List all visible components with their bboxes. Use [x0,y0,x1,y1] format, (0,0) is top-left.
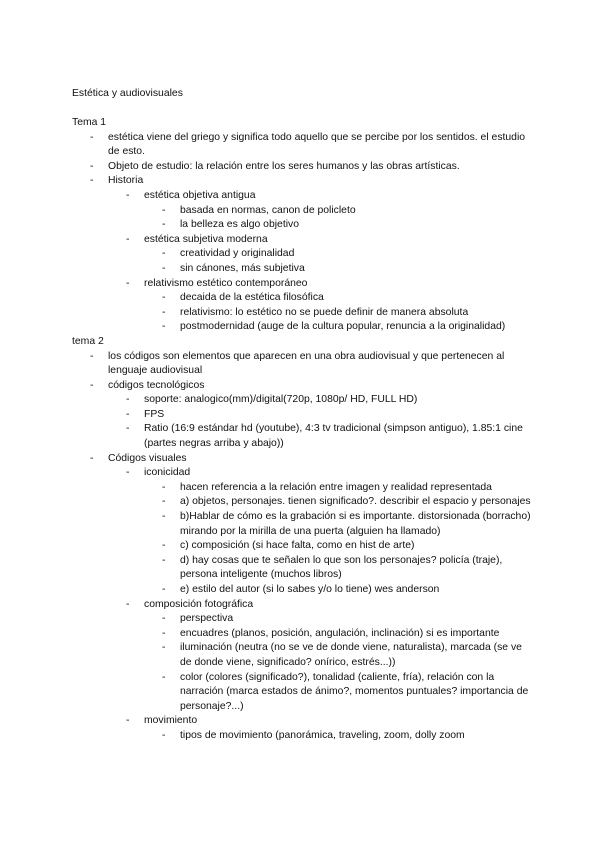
list-item [72,277,532,292]
list-item-text: creatividad y originalidad [180,248,295,260]
bullet-dash-icon: - [90,379,94,391]
list-item [72,583,532,598]
list-item [72,408,532,423]
bullet-dash-icon: - [162,204,166,216]
list-item [72,291,532,306]
list-item-text: códigos tecnológicos [108,379,205,391]
bullet-dash-icon: - [162,554,166,566]
document-body [72,116,532,744]
section-heading: Tema 1 [72,117,107,128]
list-item [72,481,532,496]
bullet-dash-icon: - [90,350,94,362]
list-item [72,218,532,233]
bullet-dash-icon: - [90,160,94,172]
list-item-text: b)Hablar de cómo es la grabación si es importante. distorsionada (borracho) mirando por la mirilla de una puerta (alguien ha llamado) [180,511,531,537]
bullet-dash-icon: - [162,292,166,304]
list-item [72,495,532,510]
list-item-text: color (colores (significado?), tonalidad (caliente, fría), relación con la narración (marca estados de ánimo?, momentos puntuales? importancia de personaje?...) [180,671,529,712]
list-item [72,539,532,554]
list-item [72,204,532,219]
list-item-text: la belleza es algo objetivo [180,219,299,231]
list-item [72,306,532,321]
bullet-dash-icon: - [126,233,130,245]
list-item-text: postmodernidad (auge de la cultura popular, renuncia a la originalidad) [180,321,506,333]
bullet-dash-icon: - [126,715,130,727]
list-item-text: tipos de movimiento (panorámica, traveling, zoom, dolly zoom [180,729,465,741]
list-item [72,379,532,394]
bullet-dash-icon: - [126,467,130,479]
list-item [72,350,532,379]
bullet-dash-icon: - [126,408,130,420]
list-item [72,466,532,481]
list-item [72,554,532,583]
list-item [72,627,532,642]
bullet-dash-icon: - [90,175,94,187]
bullet-dash-icon: - [162,481,166,493]
list-item-text: c) composición (si hace falta, como en hist de arte) [180,540,415,552]
list-item-text: composición fotográfica [144,598,254,610]
bullet-dash-icon: - [162,540,166,552]
section-heading: tema 2 [72,335,104,347]
list-item-text: Códigos visuales [108,452,187,464]
list-item [72,160,532,175]
list-item [72,598,532,613]
list-item-text: estética subjetiva moderna [144,233,268,245]
bullet-dash-icon: - [162,219,166,231]
list-item-text: iluminación (neutra (no se ve de donde viene, naturalista), marcada (se ve de donde viene, significado? onírico, estrés...)) [180,642,522,668]
bullet-dash-icon: - [162,248,166,260]
list-item-text: basada en normas, canon de policleto [180,204,356,216]
list-item [72,320,532,335]
bullet-dash-icon: - [162,306,166,318]
list-item-text: soporte: analogico(mm)/digital(720p, 1080p/ HD, FULL HD) [144,394,418,406]
list-item-text: FPS [144,408,165,420]
bullet-dash-icon: - [162,729,166,741]
list-item [72,671,532,715]
bullet-dash-icon: - [162,642,166,654]
list-item [72,714,532,729]
list-item-text: sin cánones, más subjetiva [180,262,305,274]
list-item-text: Ratio (16:9 estándar hd (youtube), 4:3 tv tradicional (simpson antiguo), 1.85:1 cine (partes negras arriba y abajo)) [144,423,523,450]
list-item-text: Objeto de estudio: la relación entre los seres humanos y las obras artísticas. [108,160,460,172]
list-item-text: relativismo: lo estético no se puede definir de manera absoluta [180,306,469,318]
list-item [72,612,532,627]
list-item-text: estética objetiva antigua [144,189,256,201]
bullet-dash-icon: - [126,598,130,610]
list-item [72,641,532,670]
list-item [72,262,532,277]
list-item-text: e) estilo del autor (si lo sabes y/o lo tiene) wes anderson [180,584,440,595]
list-item-text: relativismo estético contemporáneo [144,277,308,289]
list-item [72,393,532,408]
list-item-text: los códigos son elementos que aparecen en una obra audiovisual y que pertenecen al lenguaje audiovisual [108,350,505,377]
bullet-dash-icon: - [162,671,166,683]
list-item-text: Historia [108,175,144,187]
bullet-dash-icon: - [162,584,166,595]
list-item-text: estética viene del griego y significa todo aquello que se percibe por los sentidos. el estudio de esto. [108,131,526,158]
bullet-dash-icon: - [90,452,94,464]
list-item-text: d) hay cosas que te señalen lo que son los personajes? policía (traje), persona inteligente (muchos libros) [180,554,503,581]
bullet-dash-icon: - [126,423,130,435]
list-item [72,422,532,451]
list-item-text: perspectiva [180,613,234,625]
list-item [72,729,532,744]
bullet-dash-icon: - [162,613,166,625]
bullet-dash-icon: - [162,496,166,508]
bullet-dash-icon: - [126,189,130,201]
bullet-dash-icon: - [162,321,166,333]
list-item-text: iconicidad [144,467,191,479]
bullet-dash-icon: - [126,277,130,289]
bullet-dash-icon: - [90,131,94,143]
list-item-text: a) objetos, personajes. tienen significado?. describir el espacio y personajes [180,496,531,508]
list-item [72,452,532,467]
bullet-dash-icon: - [162,511,166,523]
list-item-text: movimiento [144,715,198,727]
list-item [72,131,532,160]
list-item-text: encuadres (planos, posición, angulación, inclinación) si es importante [180,627,500,639]
list-item [72,233,532,248]
list-item-text: decaida de la estética filosófica [180,292,324,304]
list-item [72,174,532,189]
bullet-dash-icon: - [126,394,130,406]
list-item-text: hacen referencia a la relación entre imagen y realidad representada [180,481,492,493]
list-item [72,247,532,262]
list-item [72,189,532,204]
list-item [72,510,532,539]
document-title: Estética y audiovisuales [72,88,183,99]
bullet-dash-icon: - [162,262,166,274]
bullet-dash-icon: - [162,627,166,639]
